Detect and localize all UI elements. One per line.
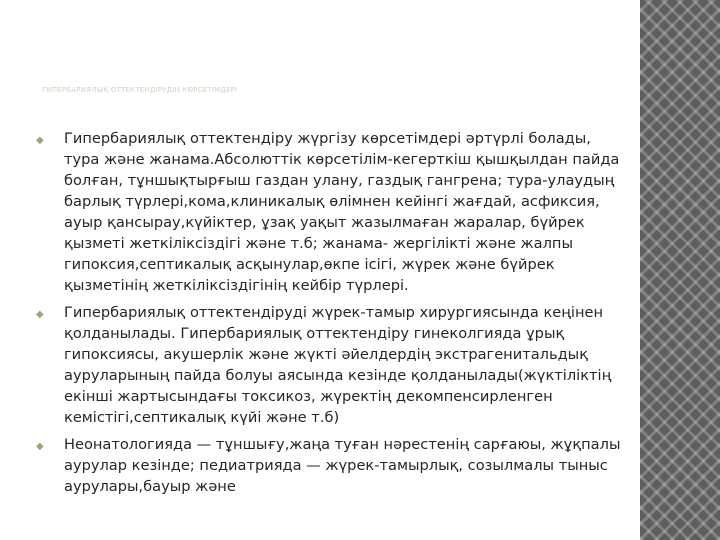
- list-item: [36, 434, 626, 497]
- slide-title: ГИПЕРБАРИЯЛЫҚ ОТТЕКТЕНДІРУДІҢ КӨРСЕТІМДЕРІ: [42, 86, 238, 94]
- diamond-bullet-icon: ◆: [36, 135, 44, 146]
- bullet-text: Гипербариялық оттектендіруді жүрек-тамыр хирургиясында кеңінен қолданылады. Гипербариялық оттектендіру гинеколгияда ұрық гипоксиясы, акушерлік және жүкті әйелдердің экстрагенитальдық ауруларының пайда болуы аясында кезінде қолданылады(жүктіліктің екінші жартысындағы токсикоз, жүректің декомпенсирленген кемістігі,септикалық күйі және т.б): [64, 304, 612, 426]
- bullet-list: [36, 128, 626, 503]
- decorative-side-panel: [640, 0, 720, 540]
- list-item: [36, 128, 626, 296]
- list-item: [36, 302, 626, 428]
- diamond-bullet-icon: ◆: [36, 309, 44, 320]
- bullet-text: Гипербариялық оттектендіру жүргізу көрсетімдері әртүрлі болады, тура және жанама.Абсолюттік көрсетілім-кегерткіш қышқылдан пайда болған, тұншықтырғыш газдан улану, газдық гангрена; тура-улаудың барлық түрлері,кома,клиникалық өлімнен кейінгі жағдай, асфиксия, ауыр қансырау,күйіктер, ұзақ уақыт жазылмаған жаралар, бүйрек қызметі жеткіліксіздігі және т.б; жанама- жергілікті және жалпы гипоксия,септикалық асқынулар,өкпе ісігі, жүрек және бүйрек қызметінің жеткіліксіздігінің кейбір түрлері.: [64, 130, 620, 294]
- diamond-bullet-icon: ◆: [36, 441, 44, 452]
- bullet-text: Неонатологияда — тұншығу,жаңа туған нәрестенің сарғаюы, жұқпалы аурулар кезінде; педиатрияда — жүрек-тамырлық, созылмалы тыныс аурулары,бауыр және: [64, 436, 621, 495]
